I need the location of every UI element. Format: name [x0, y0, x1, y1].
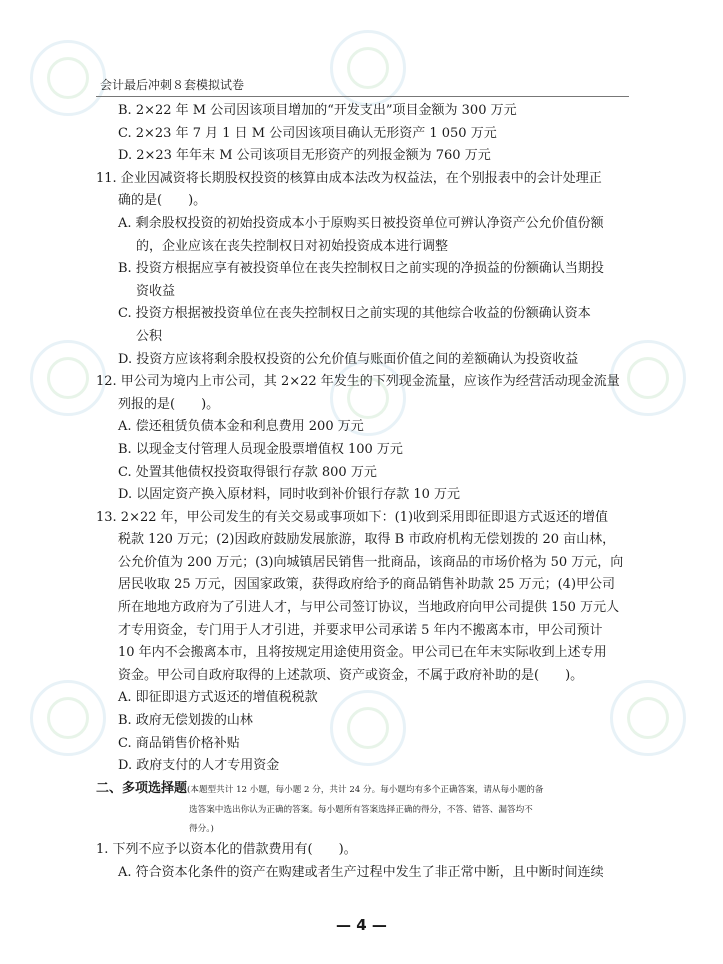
question-stem: 12. 甲公司为境内上市公司，其 2×22 年发生的下列现金流量，应该作为经营活动现金流量 — [96, 374, 620, 390]
question-stem: 11. 企业因减资将长期股权投资的核算由成本法改为权益法，在个别报表中的会计处理正 — [96, 170, 602, 186]
section-heading — [96, 778, 632, 802]
page-number: — 4 — — [336, 916, 387, 934]
running-header: 会计最后冲刺８套模拟试卷 — [100, 78, 245, 92]
question-text: 所在地地方政府为了引进人才，与甲公司签订协议，当地政府向甲公司提供 150 万元人 — [118, 600, 620, 616]
question-stem: 1. 下列不应予以资本化的借款费用有( )。 — [96, 842, 357, 858]
question-text: 居民收取 25 万元，因国家政策，获得政府给予的商品销售补助款 25 万元；(4)甲公司 — [118, 577, 616, 593]
section-note-cont: 得分。) — [189, 824, 214, 835]
question-text: 列报的是( )。 — [118, 396, 220, 412]
question-text: 的，企业应该在丧失控制权日对初始投资成本进行调整 — [136, 238, 449, 254]
question-text: 公允价值为 200 万元；(3)向城镇居民销售一批商品，该商品的市场价格为 50 万元，向 — [118, 554, 624, 570]
answer-option: C. 商品销售价格补贴 — [118, 735, 240, 751]
answer-option: C. 2×23 年 7 月 1 日 M 公司因该项目确认无形资产 1 050 万元 — [118, 125, 497, 141]
header-rule — [96, 96, 629, 97]
question-text: 确的是( )。 — [118, 193, 207, 209]
answer-option: A. 剩余股权投资的初始投资成本小于原购买日被投资单位可辨认净资产公允价值份额 — [118, 215, 604, 231]
answer-option: B. 政府无偿划拨的山林 — [118, 713, 253, 729]
answer-option: D. 政府支付的人才专用资金 — [118, 758, 280, 774]
answer-option: B. 投资方根据应享有被投资单位在丧失控制权日之前实现的净损益的份额确认当期投 — [118, 261, 604, 277]
question-text: 公积 — [136, 328, 163, 344]
question-text: 资金。甲公司自政府取得的上述款项、资产或资金，不属于政府补助的是( )。 — [118, 667, 584, 683]
watermark-logo — [330, 30, 406, 106]
section-title: 二、多项选择题 — [96, 780, 188, 796]
answer-option: A. 符合资本化条件的资产在购建或者生产过程中发生了非正常中断，且中断时间连续 — [118, 865, 604, 880]
answer-option: C. 处置其他债权投资取得银行存款 800 万元 — [118, 464, 377, 480]
answer-option: C. 投资方根据被投资单位在丧失控制权日之前实现的其他综合收益的份额确认资本 — [118, 306, 591, 322]
page-content — [96, 100, 632, 885]
watermark-logo — [30, 340, 106, 416]
watermark-logo — [30, 680, 106, 756]
answer-option: B. 2×22 年 M 公司因该项目增加的“开发支出”项目金额为 300 万元 — [118, 103, 517, 118]
watermark-logo — [30, 40, 106, 116]
question-text: 10 年内不会搬离本市，且将按规定用途使用资金。甲公司已在年末实际收到上述专用 — [118, 645, 607, 661]
answer-option: A. 偿还租赁负债本金和利息费用 200 万元 — [118, 419, 364, 435]
section-note: (本题型共计 12 小题，每小题 2 分，共计 24 分。每小题均有多个正确答案，请从每小题的备 — [187, 784, 544, 795]
question-text: 资收益 — [136, 283, 176, 299]
question-text: 税款 120 万元；(2)因政府鼓励发展旅游，取得 B 市政府机构无偿划拨的 20 亩山林， — [118, 532, 616, 548]
section-note-cont: 选答案中选出你认为正确的答案。每小题所有答案选择正确的得分，不答、错答、漏答均不 — [189, 805, 533, 816]
question-stem: 13. 2×22 年，甲公司发生的有关交易或事项如下：(1)收到采用即征即退方式返还的增值 — [96, 509, 609, 525]
answer-option: D. 2×23 年年末 M 公司该项目无形资产的列报金额为 760 万元 — [118, 148, 491, 164]
question-lines — [96, 839, 632, 884]
answer-option: D. 投资方应该将剩余股权投资的公允价值与账面价值之间的差额确认为投资收益 — [118, 351, 579, 367]
answer-option: B. 以现金支付管理人员现金股票增值权 100 万元 — [118, 441, 403, 457]
answer-option: D. 以固定资产换入原材料，同时收到补价银行存款 10 万元 — [118, 487, 461, 503]
answer-option: A. 即征即退方式返还的增值税税款 — [118, 690, 318, 706]
question-text: 才专用资金，专门用于人才引进，并要求甲公司承诺 5 年内不搬离本市，甲公司预计 — [118, 622, 603, 638]
question-lines — [96, 100, 632, 778]
